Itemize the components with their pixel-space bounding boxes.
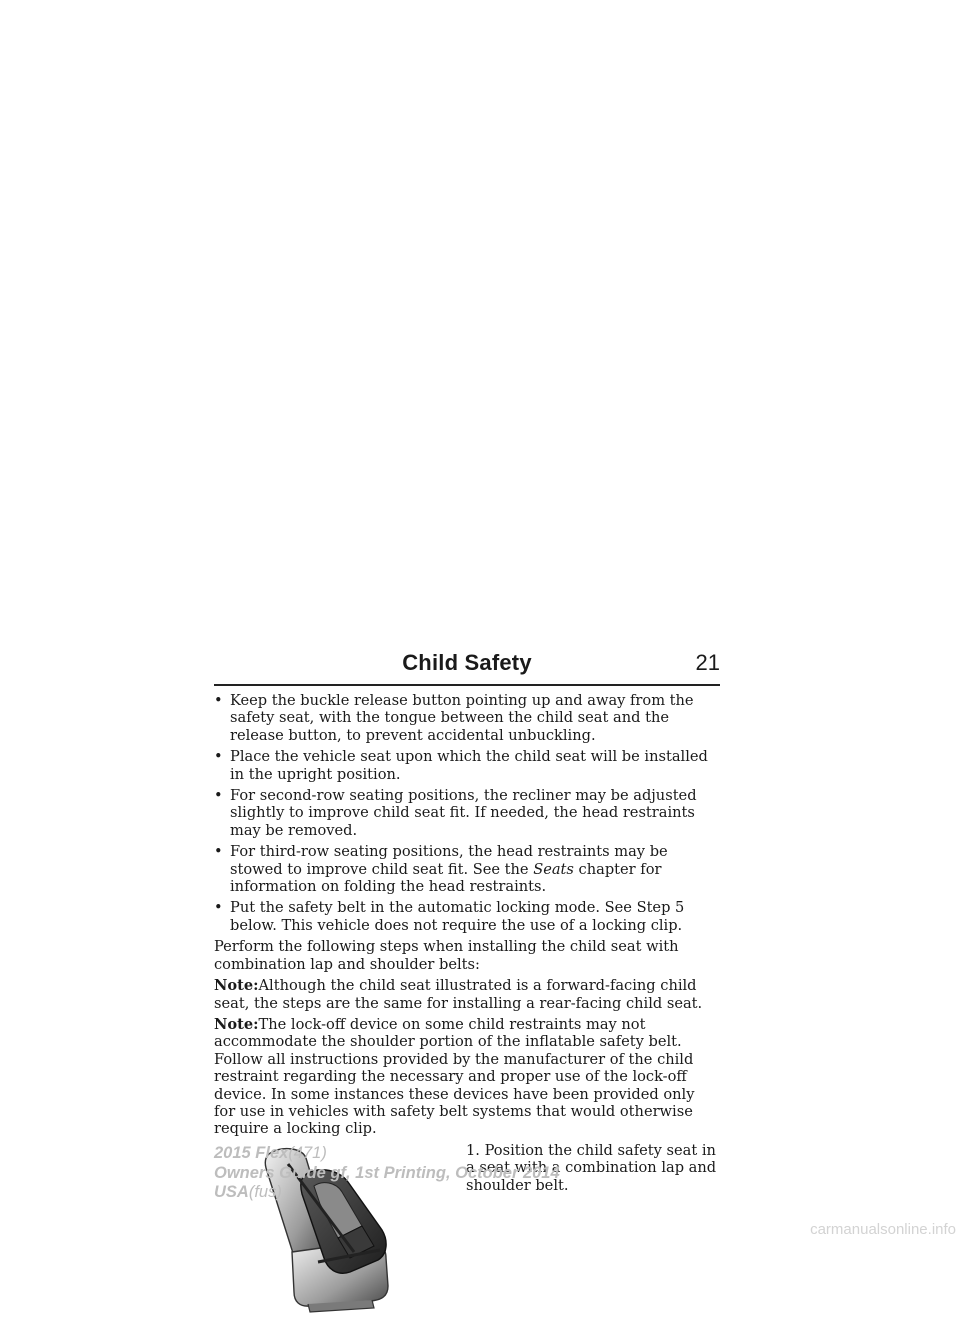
footer-market: USA [214, 1183, 249, 1201]
note-text: The lock-off device on some child restraints may not accommodate the shoulder portion of the inflatable safety belt. Follow all instructions provided by the manufacturer of the child restraint regarding the necessary and proper use of the lock-off device. In some instances these devices have been provided only for use in vehicles with safety belt systems that would otherwise require a locking clip. [214, 1015, 695, 1138]
bullet-text-after: chapter for information on folding the head restraints. [230, 860, 662, 896]
note-text: Although the child seat illustrated is a forward-facing child seat, the steps are the same for installing a rear-facing child seat. [214, 977, 703, 1012]
footer-market-code: (fus) [248, 1183, 282, 1201]
bullet-dot-icon: • [214, 843, 223, 861]
footer-line-market [214, 1183, 560, 1203]
bullet-item [214, 843, 720, 895]
note-label: Note: [214, 977, 259, 995]
document-footer [214, 1144, 560, 1203]
intro-paragraph: Perform the following steps when installing the child seat with combination lap and shoulder belts: [214, 938, 679, 973]
footer-line-model [214, 1144, 560, 1164]
bullet-text: Keep the buckle release button pointing up and away from the safety seat, with the tongue between the child seat and the release button, to prevent accidental unbuckling. [230, 692, 694, 744]
seats-chapter-reference: Seats [533, 860, 574, 878]
bullet-text-before: For third-row seating positions, the head restraints may be stowed to improve child seat fit. See the [230, 843, 668, 878]
watermark-text: carmanualsonline.info [810, 1221, 956, 1238]
bullet-item [214, 787, 720, 839]
page-content [214, 692, 720, 1338]
bullet-text: Place the vehicle seat upon which the child seat will be installed in the upright position. [230, 748, 708, 783]
bullet-item [214, 692, 720, 744]
bullet-text: For second-row seating positions, the recliner may be adjusted slightly to improve child seat fit. If needed, the head restraints may be removed. [230, 787, 697, 839]
bullet-dot-icon: • [214, 899, 223, 917]
header-divider [214, 684, 720, 686]
bullet-dot-icon: • [214, 692, 223, 709]
chapter-title: Child Safety [402, 650, 532, 675]
footer-model-code: (471) [288, 1144, 327, 1162]
bullet-dot-icon: • [214, 787, 223, 805]
note-paragraph [214, 1016, 720, 1138]
step-1-text: 1. Position the child safety seat in a seat with a combination lap and shoulder belt. [466, 1141, 717, 1194]
note-paragraph [214, 977, 720, 1012]
note-label: Note: [214, 1015, 259, 1033]
footer-line-guide: Owners Guide gf, 1st Printing, October 2014 [214, 1163, 560, 1182]
bullet-dot-icon: • [214, 748, 223, 766]
bullet-item [214, 748, 720, 783]
page-number: 21 [695, 650, 720, 675]
bullet-text: Put the safety belt in the automatic locking mode. See Step 5 below. This vehicle does not require the use of a locking clip. [230, 899, 685, 934]
bullet-item [214, 899, 720, 934]
page-header [214, 646, 720, 680]
footer-model: 2015 Flex [214, 1144, 289, 1162]
